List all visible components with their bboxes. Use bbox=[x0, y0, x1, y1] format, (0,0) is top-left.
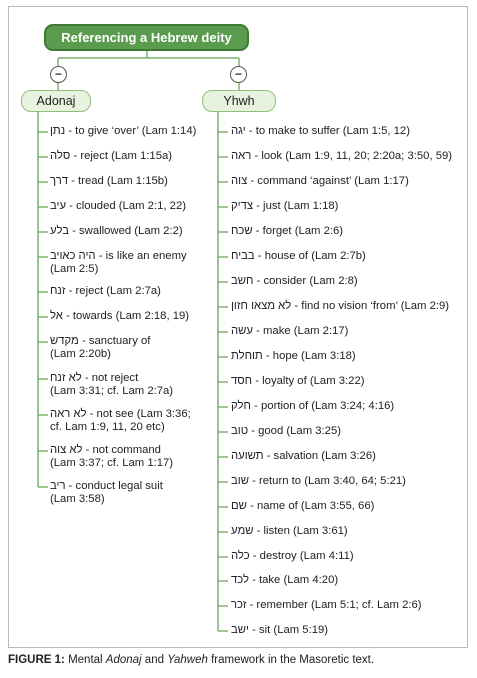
yhwh-item-gloss: - consider (Lam 2:8) bbox=[253, 275, 358, 287]
branch-yhwh: Yhwh bbox=[202, 90, 276, 112]
yhwh-item-13 bbox=[231, 450, 376, 463]
caption-term-adonaj: Adonaj bbox=[105, 654, 142, 666]
yhwh-item-gloss: - find no vision ‘from’ (Lam 2:9) bbox=[291, 300, 450, 312]
adonaj-item-gloss: - clouded (Lam 2:1, 22) bbox=[66, 200, 186, 212]
adonaj-item-hebrew: היה כאויב bbox=[50, 250, 96, 262]
yhwh-item-hebrew: תוחלת bbox=[231, 350, 263, 362]
yhwh-item-gloss: - good (Lam 3:25) bbox=[248, 425, 342, 437]
adonaj-item-gloss: - not command bbox=[82, 444, 161, 456]
yhwh-item-20 bbox=[231, 624, 328, 637]
adonaj-item-hebrew: אל bbox=[50, 310, 63, 322]
adonaj-item-reference: (Lam 2:20b) bbox=[50, 348, 111, 360]
adonaj-item-gloss: - towards (Lam 2:18, 19) bbox=[62, 310, 190, 322]
yhwh-item-hebrew: כלה bbox=[231, 550, 250, 562]
yhwh-item-hebrew: יגה bbox=[231, 125, 246, 137]
figure-caption bbox=[8, 654, 374, 666]
yhwh-item-gloss: - house of (Lam 2:7b) bbox=[254, 250, 366, 262]
adonaj-item-reference: (Lam 3:31; cf. Lam 2:7a) bbox=[50, 385, 174, 397]
yhwh-item-16 bbox=[231, 525, 348, 538]
adonaj-item-hebrew: נתן bbox=[50, 125, 66, 137]
yhwh-item-hebrew: צדיק bbox=[231, 200, 254, 212]
adonaj-item-4 bbox=[50, 225, 183, 238]
adonaj-item-9 bbox=[50, 372, 173, 398]
adonaj-item-gloss: - reject (Lam 1:15a) bbox=[70, 150, 173, 162]
yhwh-item-2 bbox=[231, 175, 409, 188]
yhwh-item-14 bbox=[231, 475, 406, 488]
yhwh-item-10 bbox=[231, 375, 365, 388]
adonaj-item-hebrew: לא צוה bbox=[50, 444, 83, 456]
adonaj-item-hebrew: לא זנח bbox=[50, 372, 82, 384]
yhwh-item-gloss: - hope (Lam 3:18) bbox=[262, 350, 356, 362]
yhwh-item-hebrew: שמע bbox=[231, 525, 254, 537]
caption-term-yahweh: Yahweh bbox=[167, 654, 208, 666]
adonaj-item-5 bbox=[50, 250, 187, 276]
yhwh-item-gloss: - take (Lam 4:20) bbox=[248, 574, 339, 586]
adonaj-item-gloss: - conduct legal suit bbox=[65, 480, 163, 492]
adonaj-item-hebrew: לא ראה bbox=[50, 408, 87, 420]
yhwh-item-gloss: - command ‘against’ (Lam 1:17) bbox=[247, 175, 409, 187]
yhwh-item-gloss: - sit (Lam 5:19) bbox=[248, 624, 329, 636]
yhwh-item-hebrew: לא מצאו חזון bbox=[231, 300, 292, 312]
adonaj-item-reference: (Lam 3:37; cf. Lam 1:17) bbox=[50, 457, 174, 469]
adonaj-item-gloss: - not reject bbox=[81, 372, 139, 384]
yhwh-item-12 bbox=[231, 425, 341, 438]
yhwh-item-hebrew: צוה bbox=[231, 175, 248, 187]
yhwh-item-hebrew: טוב bbox=[231, 425, 249, 437]
yhwh-item-18 bbox=[231, 574, 338, 587]
yhwh-item-gloss: - return to (Lam 3:40, 64; 5:21) bbox=[248, 475, 406, 487]
yhwh-item-1 bbox=[231, 150, 452, 163]
caption-label: FIGURE 1: bbox=[8, 654, 65, 666]
yhwh-item-hebrew: בביח bbox=[231, 250, 255, 262]
yhwh-item-hebrew: ראה bbox=[231, 150, 252, 162]
yhwh-item-0 bbox=[231, 125, 410, 138]
caption-text-2: and bbox=[141, 654, 168, 666]
yhwh-item-hebrew: ישב bbox=[231, 624, 249, 636]
root-node: Referencing a Hebrew deity bbox=[44, 24, 249, 51]
yhwh-item-19 bbox=[231, 599, 422, 612]
yhwh-item-hebrew: שוב bbox=[231, 475, 249, 487]
yhwh-item-hebrew: לכד bbox=[231, 574, 249, 586]
adonaj-item-gloss: - sanctuary of bbox=[78, 335, 151, 347]
yhwh-item-hebrew: שכח bbox=[231, 225, 253, 237]
yhwh-item-6 bbox=[231, 275, 358, 288]
collapse-adonaj-button[interactable]: − bbox=[50, 66, 67, 83]
yhwh-item-gloss: - just (Lam 1:18) bbox=[253, 200, 339, 212]
adonaj-item-2 bbox=[50, 175, 168, 188]
adonaj-item-hebrew: עיב bbox=[50, 200, 67, 212]
adonaj-item-0 bbox=[50, 125, 196, 138]
caption-text-1: Mental bbox=[64, 654, 106, 666]
adonaj-item-gloss: - not see (Lam 3:36; bbox=[86, 408, 191, 420]
adonaj-item-hebrew: בלע bbox=[50, 225, 69, 237]
yhwh-item-hebrew: שם bbox=[231, 500, 247, 512]
yhwh-item-9 bbox=[231, 350, 356, 363]
adonaj-item-11 bbox=[50, 444, 173, 470]
yhwh-item-3 bbox=[231, 200, 338, 213]
caption-text-3: framework in the Masoretic text. bbox=[207, 654, 375, 666]
yhwh-item-gloss: - look (Lam 1:9, 11, 20; 2:20a; 3:50, 59) bbox=[251, 150, 453, 162]
adonaj-item-hebrew: זנח bbox=[50, 285, 66, 297]
yhwh-item-gloss: - to make to suffer (Lam 1:5, 12) bbox=[245, 125, 410, 137]
adonaj-item-reference: (Lam 3:58) bbox=[50, 493, 105, 505]
adonaj-item-8 bbox=[50, 335, 150, 361]
yhwh-item-hebrew: חלק bbox=[231, 400, 251, 412]
adonaj-item-10 bbox=[50, 408, 191, 434]
yhwh-item-11 bbox=[231, 400, 394, 413]
adonaj-item-7 bbox=[50, 310, 189, 323]
yhwh-item-hebrew: זכר bbox=[231, 599, 247, 611]
yhwh-item-4 bbox=[231, 225, 343, 238]
yhwh-item-gloss: - make (Lam 2:17) bbox=[252, 325, 349, 337]
yhwh-item-hebrew: חסד bbox=[231, 375, 253, 387]
yhwh-item-15 bbox=[231, 500, 374, 513]
adonaj-item-1 bbox=[50, 150, 172, 163]
adonaj-item-gloss: - reject (Lam 2:7a) bbox=[65, 285, 161, 297]
yhwh-item-17 bbox=[231, 550, 354, 563]
yhwh-item-gloss: - listen (Lam 3:61) bbox=[253, 525, 348, 537]
adonaj-item-gloss: - to give ‘over’ (Lam 1:14) bbox=[65, 125, 197, 137]
yhwh-item-gloss: - remember (Lam 5:1; cf. Lam 2:6) bbox=[246, 599, 422, 611]
collapse-yhwh-button[interactable]: − bbox=[230, 66, 247, 83]
adonaj-item-12 bbox=[50, 480, 163, 506]
yhwh-item-hebrew: תשועה bbox=[231, 450, 264, 462]
yhwh-item-hebrew: עשה bbox=[231, 325, 253, 337]
adonaj-item-gloss: - swallowed (Lam 2:2) bbox=[68, 225, 183, 237]
yhwh-item-gloss: - forget (Lam 2:6) bbox=[252, 225, 344, 237]
yhwh-item-gloss: - name of (Lam 3:55, 66) bbox=[246, 500, 375, 512]
adonaj-item-hebrew: מקדש bbox=[50, 335, 79, 347]
yhwh-item-gloss: - portion of (Lam 3:24; 4:16) bbox=[250, 400, 395, 412]
adonaj-item-hebrew: דרך bbox=[50, 175, 68, 187]
yhwh-item-7 bbox=[231, 300, 449, 313]
branch-adonaj: Adonaj bbox=[21, 90, 91, 112]
adonaj-item-reference: cf. Lam 1:9, 11, 20 etc) bbox=[50, 421, 165, 433]
adonaj-item-hebrew: ריב bbox=[50, 480, 66, 492]
adonaj-item-gloss: - tread (Lam 1:15b) bbox=[68, 175, 168, 187]
adonaj-item-reference: (Lam 2:5) bbox=[50, 263, 99, 275]
yhwh-item-8 bbox=[231, 325, 348, 338]
adonaj-item-3 bbox=[50, 200, 186, 213]
adonaj-item-hebrew: סלה bbox=[50, 150, 71, 162]
yhwh-item-gloss: - loyalty of (Lam 3:22) bbox=[252, 375, 365, 387]
yhwh-item-5 bbox=[231, 250, 366, 263]
adonaj-item-6 bbox=[50, 285, 161, 298]
adonaj-item-gloss: - is like an enemy bbox=[95, 250, 187, 262]
yhwh-item-gloss: - salvation (Lam 3:26) bbox=[263, 450, 376, 462]
yhwh-item-hebrew: חשב bbox=[231, 275, 254, 287]
yhwh-item-gloss: - destroy (Lam 4:11) bbox=[249, 550, 354, 562]
